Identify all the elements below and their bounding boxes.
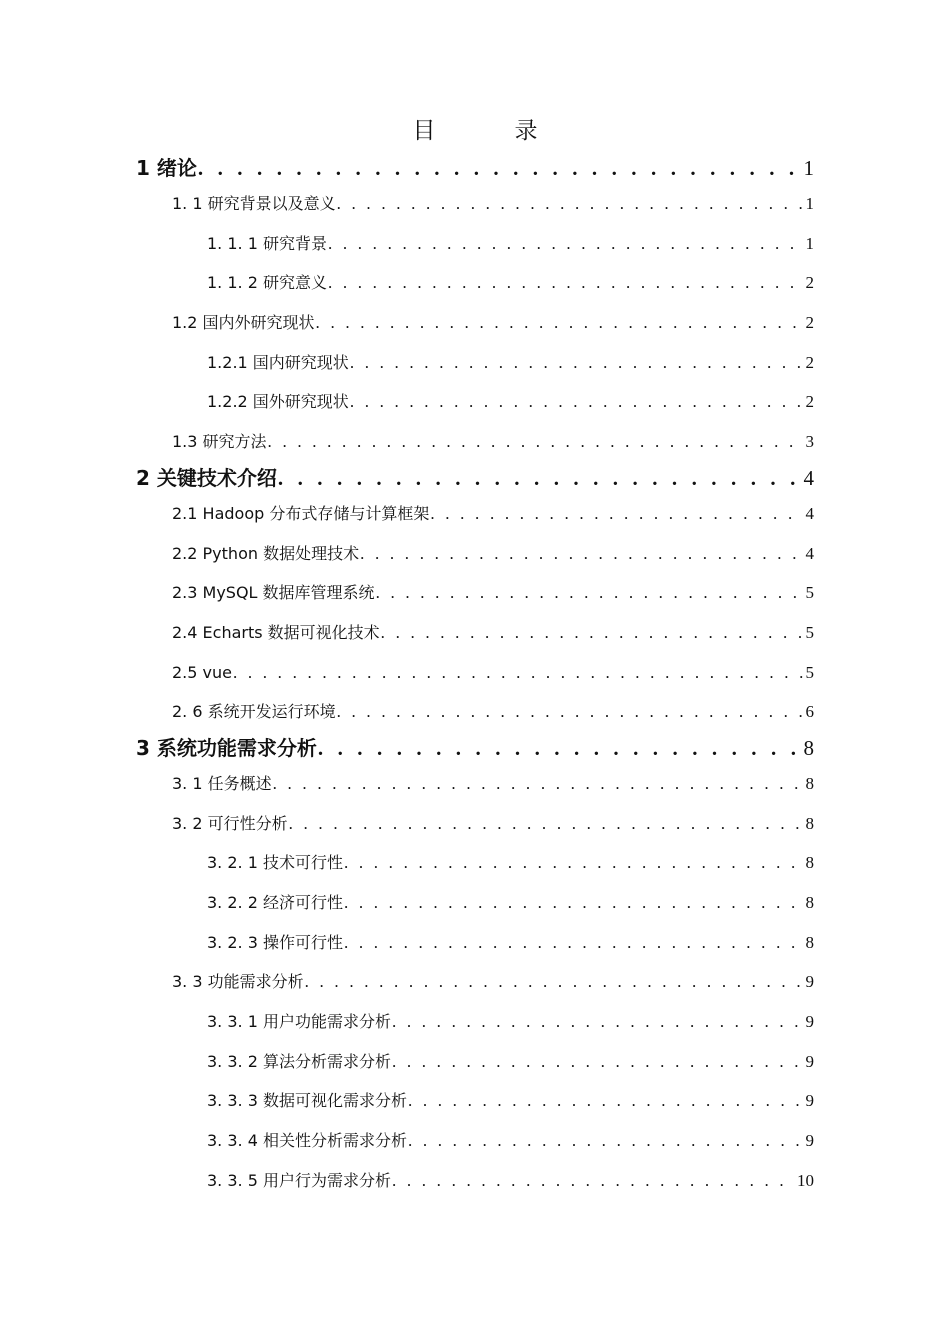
toc-entry-level-3[interactable] bbox=[207, 1002, 814, 1042]
toc-entry-level-3[interactable] bbox=[207, 1042, 814, 1082]
dot-leader bbox=[408, 1121, 804, 1161]
toc-entry-title: 3. 3. 2 算法分析需求分析 bbox=[207, 1051, 391, 1071]
toc-entry-page-number: 8 bbox=[805, 853, 814, 873]
toc-entry-page-number: 8 bbox=[805, 773, 814, 793]
toc-entry-title: 3. 3. 5 用户行为需求分析 bbox=[207, 1170, 391, 1190]
toc-entry-page-number: 1 bbox=[803, 156, 814, 180]
toc-entry-title: 3. 2. 1 技术可行性 bbox=[207, 853, 343, 873]
dot-leader bbox=[337, 692, 804, 732]
dot-leader bbox=[392, 1161, 795, 1201]
toc-entry-page-number: 9 bbox=[805, 1131, 814, 1151]
dot-leader bbox=[430, 494, 803, 534]
toc-entry-page-number: 1 bbox=[805, 233, 814, 253]
toc-entry-level-2[interactable] bbox=[172, 962, 814, 1002]
dot-leader bbox=[268, 422, 804, 462]
dot-leader bbox=[381, 613, 804, 653]
toc-entry-page-number: 8 bbox=[805, 813, 814, 833]
toc-entry-title: 3. 2 可行性分析 bbox=[172, 813, 288, 833]
toc-entry-level-3[interactable] bbox=[207, 343, 814, 383]
dot-leader bbox=[328, 224, 804, 264]
dot-leader bbox=[328, 263, 804, 303]
dot-leader bbox=[392, 1002, 804, 1042]
toc-entry-page-number: 5 bbox=[805, 662, 814, 682]
toc-entry-title: 2 关键技术介绍 bbox=[136, 465, 277, 490]
toc-entry-level-2[interactable] bbox=[172, 692, 814, 732]
toc-entry-page-number: 2 bbox=[805, 352, 814, 372]
dot-leader bbox=[318, 732, 802, 764]
toc-entry-title: 3. 3 功能需求分析 bbox=[172, 972, 304, 992]
toc-entry-page-number: 4 bbox=[805, 543, 814, 563]
toc-entry-level-2[interactable] bbox=[172, 534, 814, 574]
toc-entry-title: 2.5 vue bbox=[172, 662, 232, 682]
dot-leader bbox=[337, 184, 804, 224]
toc-entry-level-3[interactable] bbox=[207, 224, 814, 264]
toc-entry-page-number: 4 bbox=[805, 503, 814, 523]
toc-entry-title: 2.2 Python 数据处理技术 bbox=[172, 543, 360, 563]
toc-entry-level-2[interactable] bbox=[172, 764, 814, 804]
toc-entry-title: 3. 2. 3 操作可行性 bbox=[207, 932, 343, 952]
toc-entry-title: 2.3 MySQL 数据库管理系统 bbox=[172, 583, 375, 603]
toc-entry-page-number: 6 bbox=[805, 702, 814, 722]
dot-leader bbox=[350, 343, 804, 383]
toc-entry-title: 1. 1. 2 研究意义 bbox=[207, 273, 327, 293]
toc-entry-level-3[interactable] bbox=[207, 1121, 814, 1161]
dot-leader bbox=[344, 923, 804, 963]
dot-leader bbox=[408, 1081, 804, 1121]
toc-entry-page-number: 8 bbox=[805, 893, 814, 912]
dot-leader bbox=[316, 303, 804, 343]
toc-list bbox=[0, 152, 950, 1201]
dot-leader bbox=[273, 764, 804, 804]
toc-entry-title: 1. 1 研究背景以及意义 bbox=[172, 194, 336, 213]
toc-entry-level-3[interactable] bbox=[207, 883, 814, 923]
dot-leader bbox=[344, 843, 804, 883]
toc-entry-page-number: 5 bbox=[805, 583, 814, 603]
toc-entry-level-1[interactable] bbox=[136, 732, 814, 764]
toc-entry-title: 2.1 Hadoop 分布式存储与计算框架 bbox=[172, 503, 430, 523]
toc-entry-level-3[interactable] bbox=[207, 923, 814, 963]
toc-entry-page-number: 5 bbox=[805, 622, 814, 642]
toc-entry-page-number: 8 bbox=[805, 932, 814, 952]
toc-entry-page-number: 9 bbox=[805, 1051, 814, 1071]
toc-entry-page-number: 2 bbox=[805, 392, 814, 412]
toc-entry-page-number: 8 bbox=[803, 735, 814, 760]
toc-entry-page-number: 4 bbox=[803, 465, 814, 490]
dot-leader bbox=[360, 534, 803, 574]
toc-entry-title: 3 系统功能需求分析 bbox=[136, 735, 317, 760]
toc-entry-level-2[interactable] bbox=[172, 613, 814, 653]
toc-entry-page-number: 2 bbox=[805, 313, 814, 333]
toc-entry-title: 3. 3. 1 用户功能需求分析 bbox=[207, 1012, 391, 1032]
toc-entry-page-number: 9 bbox=[805, 1091, 814, 1111]
dot-leader bbox=[278, 462, 802, 494]
toc-title: 目 录 bbox=[412, 118, 566, 144]
toc-entry-title: 1 绪论 bbox=[136, 156, 197, 180]
toc-entry-title: 2. 6 系统开发运行环境 bbox=[172, 702, 336, 722]
toc-entry-title: 1.2.2 国外研究现状 bbox=[207, 392, 349, 412]
toc-entry-title: 2.4 Echarts 数据可视化技术 bbox=[172, 622, 380, 642]
toc-entry-title: 1.2.1 国内研究现状 bbox=[207, 352, 349, 372]
toc-entry-level-2[interactable] bbox=[172, 184, 814, 224]
dot-leader bbox=[233, 653, 804, 693]
dot-leader bbox=[376, 573, 804, 613]
toc-entry-level-3[interactable] bbox=[207, 382, 814, 422]
toc-entry-level-3[interactable] bbox=[207, 263, 814, 303]
toc-entry-level-3[interactable] bbox=[207, 843, 814, 883]
toc-entry-title: 1.3 研究方法 bbox=[172, 432, 267, 452]
toc-entry-level-3[interactable] bbox=[207, 1081, 814, 1121]
toc-entry-level-2[interactable] bbox=[172, 303, 814, 343]
toc-entry-title: 3. 3. 3 数据可视化需求分析 bbox=[207, 1091, 407, 1111]
toc-entry-title: 1.2 国内外研究现状 bbox=[172, 313, 315, 333]
dot-leader bbox=[198, 152, 802, 184]
toc-entry-page-number: 2 bbox=[805, 273, 814, 293]
dot-leader bbox=[305, 962, 804, 1002]
toc-entry-title: 3. 3. 4 相关性分析需求分析 bbox=[207, 1131, 407, 1151]
toc-entry-page-number: 1 bbox=[805, 194, 814, 213]
dot-leader bbox=[344, 883, 804, 923]
toc-entry-level-3[interactable] bbox=[207, 1161, 814, 1201]
toc-entry-level-2[interactable] bbox=[172, 573, 814, 613]
dot-leader bbox=[289, 804, 804, 844]
toc-entry-level-2[interactable] bbox=[172, 653, 814, 693]
dot-leader bbox=[350, 382, 804, 422]
toc-entry-title: 3. 1 任务概述 bbox=[172, 773, 272, 793]
toc-entry-level-1[interactable] bbox=[136, 152, 814, 184]
toc-entry-page-number: 9 bbox=[805, 972, 814, 992]
dot-leader bbox=[392, 1042, 804, 1082]
toc-entry-title: 1. 1. 1 研究背景 bbox=[207, 233, 327, 253]
toc-entry-page-number: 3 bbox=[805, 432, 814, 452]
toc-entry-level-2[interactable] bbox=[172, 494, 814, 534]
toc-entry-level-2[interactable] bbox=[172, 422, 814, 462]
toc-entry-page-number: 9 bbox=[805, 1012, 814, 1032]
toc-entry-title: 3. 2. 2 经济可行性 bbox=[207, 893, 343, 912]
toc-entry-level-2[interactable] bbox=[172, 804, 814, 844]
toc-entry-level-1[interactable] bbox=[136, 462, 814, 494]
toc-entry-page-number: 10 bbox=[797, 1170, 814, 1190]
